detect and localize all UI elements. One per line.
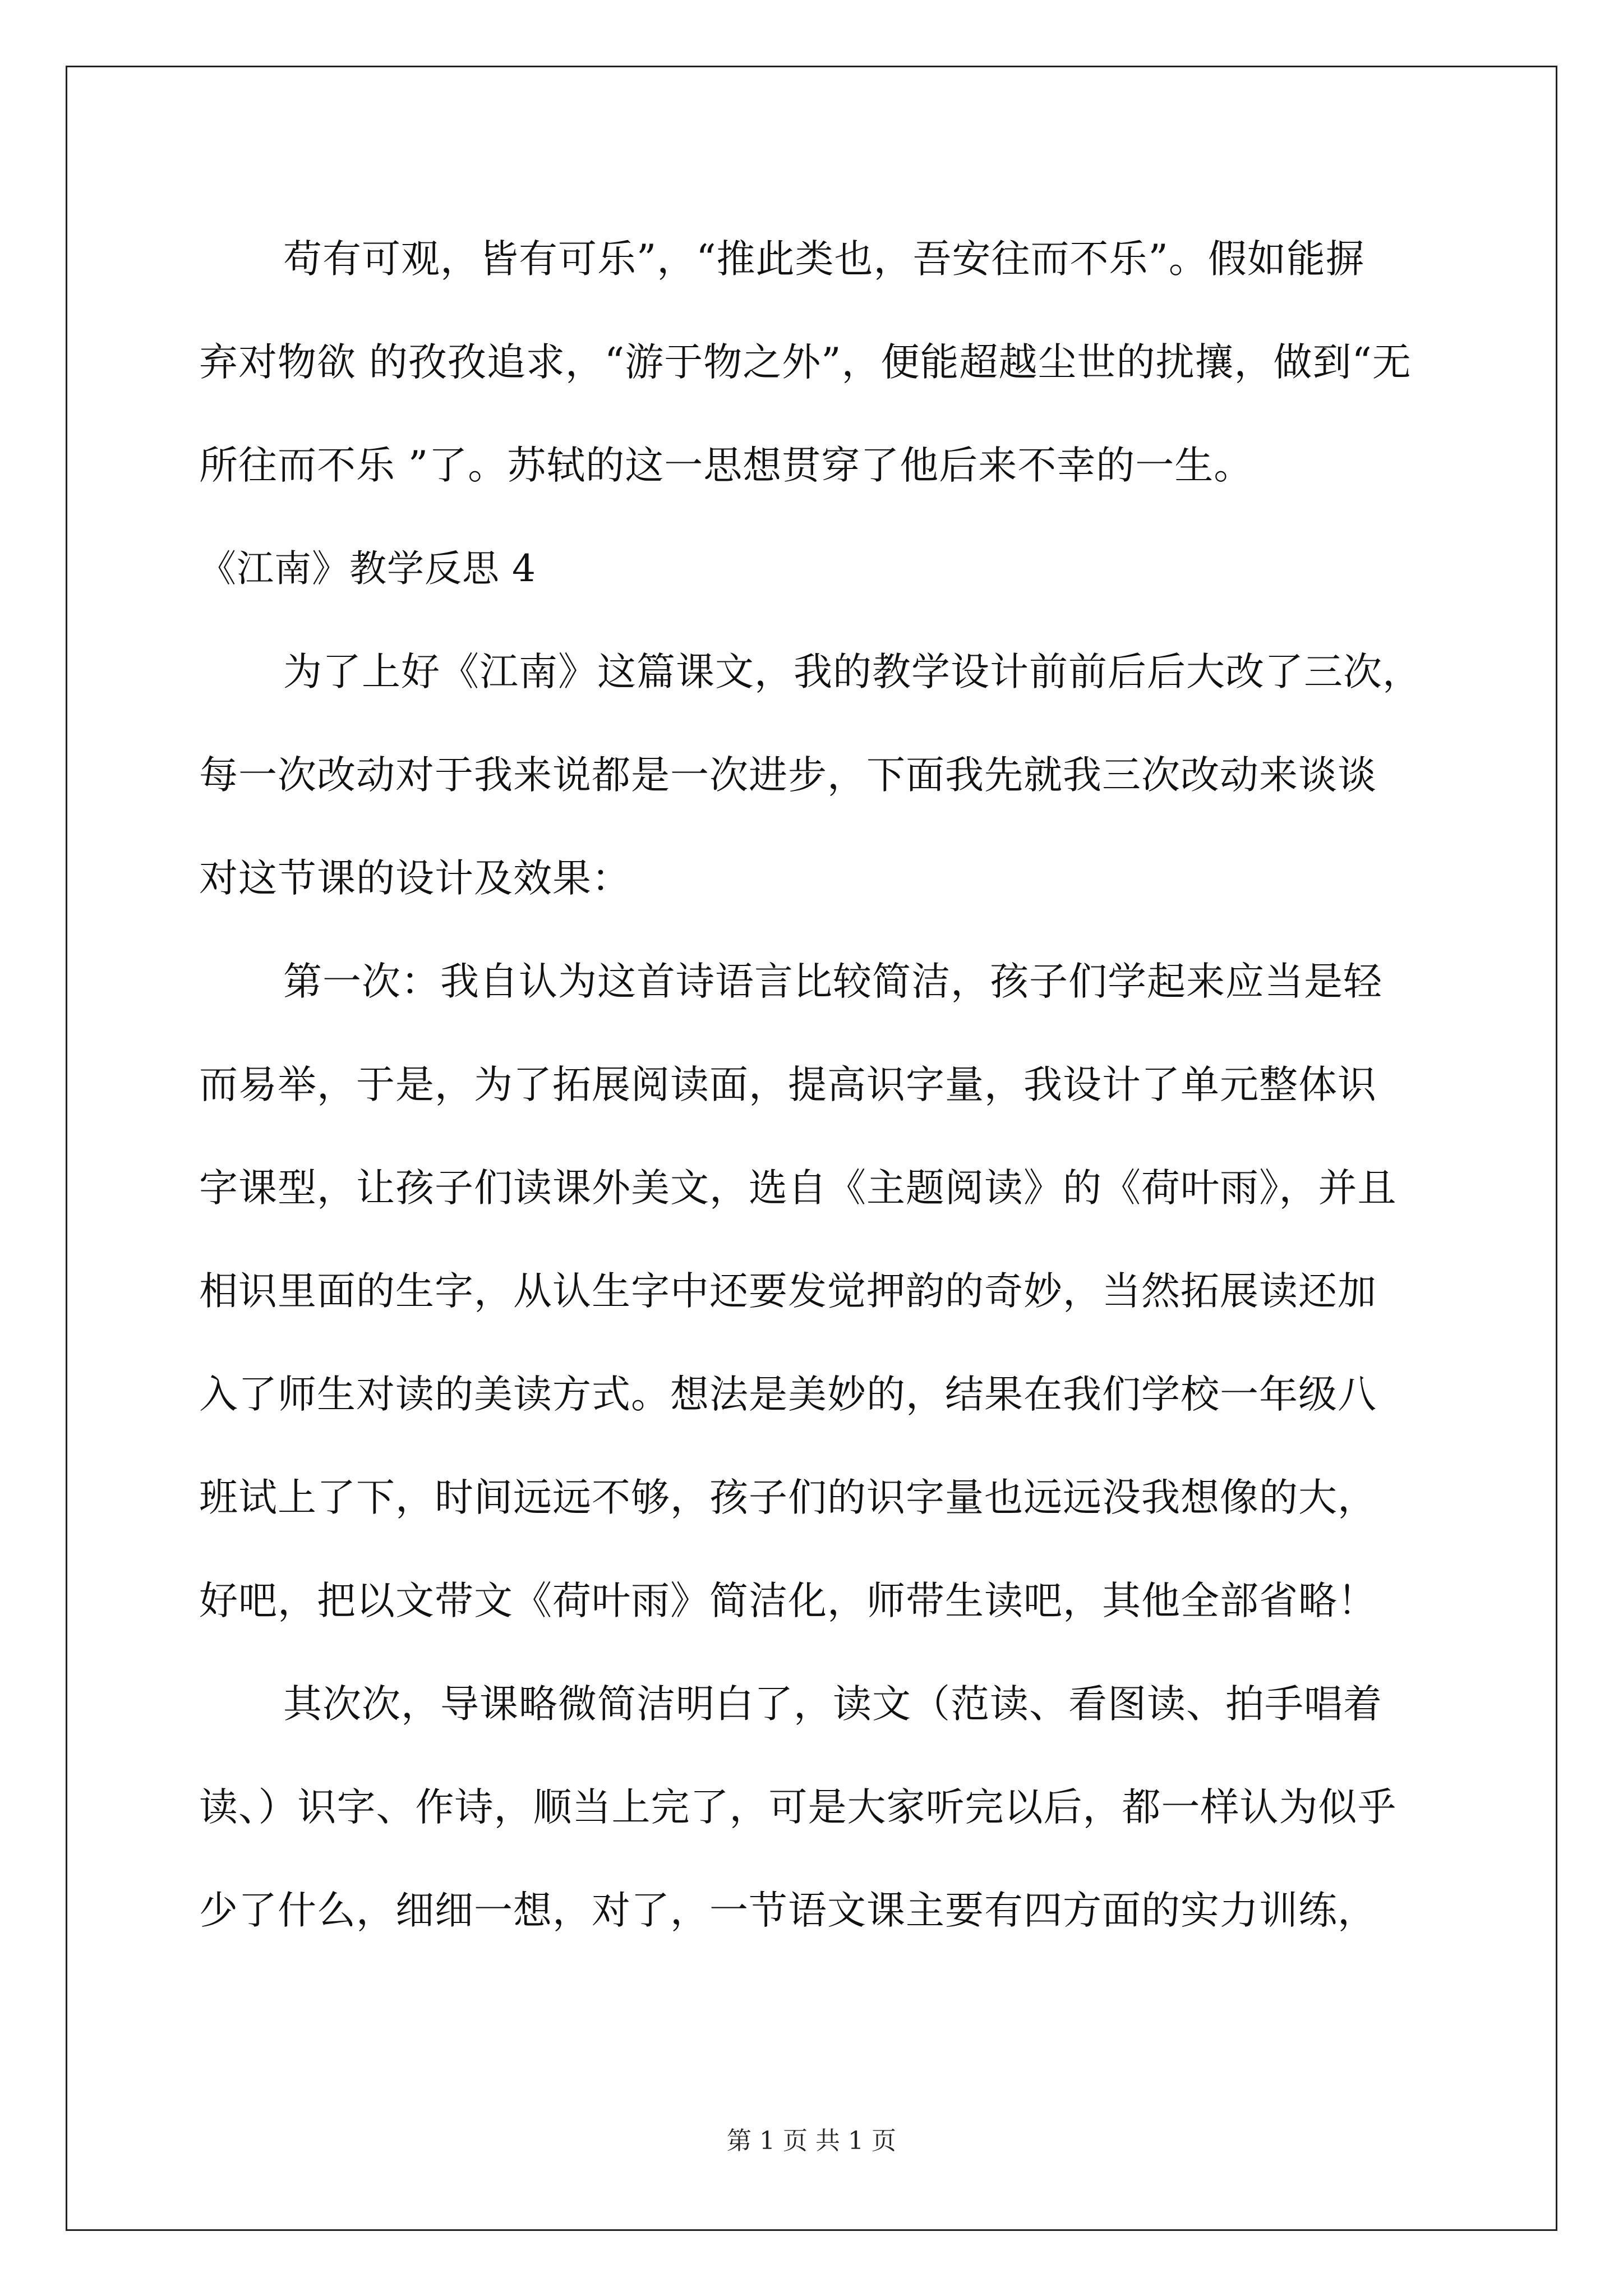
document-body — [199, 208, 1433, 1962]
text-line: 每一次改动对于我来说都是一次进步，下面我先就我三次改动来谈谈 — [199, 753, 1377, 798]
text-line: 其次次，导课略微简洁明白了，读文（范读、看图读、拍手唱着 — [283, 1682, 1382, 1727]
text-line: 少了什么，细细一想，对了，一节语文课主要有四方面的实力训练， — [199, 1888, 1377, 1933]
text-line: 相识里面的生字，从认生字中还要发觉押韵的奇妙，当然拓展读还加 — [199, 1269, 1377, 1314]
text-line: 好吧，把以文带文《荷叶雨》简洁化，师带生读吧，其他全部省略！ — [199, 1579, 1377, 1623]
section-heading: 《江南》教学反思 4 — [199, 547, 536, 590]
text-line: 班试上了下，时间远远不够，孩子们的识字量也远远没我想像的大， — [199, 1475, 1377, 1520]
text-line: 而易举，于是，为了拓展阅读面，提高识字量，我设计了单元整体识 — [199, 1062, 1377, 1107]
text-line: 字课型，让孩子们读课外美文，选自《主题阅读》的《荷叶雨》，并且 — [199, 1166, 1397, 1211]
text-line: 对这节课的设计及效果： — [199, 856, 631, 901]
text-line: 为了上好《江南》这篇课文，我的教学设计前前后后大改了三次， — [283, 650, 1422, 694]
text-line: 弃对物欲 的孜孜追求，“游于物之外”，便能超越尘世的扰攘，做到“无 — [199, 340, 1412, 385]
page-footer: 第 1 页 共 1 页 — [727, 2127, 896, 2155]
text-line: 所往而不乐 ”了。苏轼的这一思想贯穿了他后来不幸的一生。 — [199, 443, 1253, 488]
text-line: 第一次：我自认为这首诗语言比较简洁，孩子们学起来应当是轻 — [283, 959, 1382, 1004]
text-line: 苟有可观，皆有可乐”，“推此类也，吾安往而不乐”。假如能摒 — [283, 237, 1365, 282]
text-line: 读、）识字、作诗，顺当上完了，可是大家听完以后，都一样认为似乎 — [199, 1785, 1397, 1830]
text-line: 入了师生对读的美读方式。想法是美妙的，结果在我们学校一年级八 — [199, 1372, 1377, 1417]
